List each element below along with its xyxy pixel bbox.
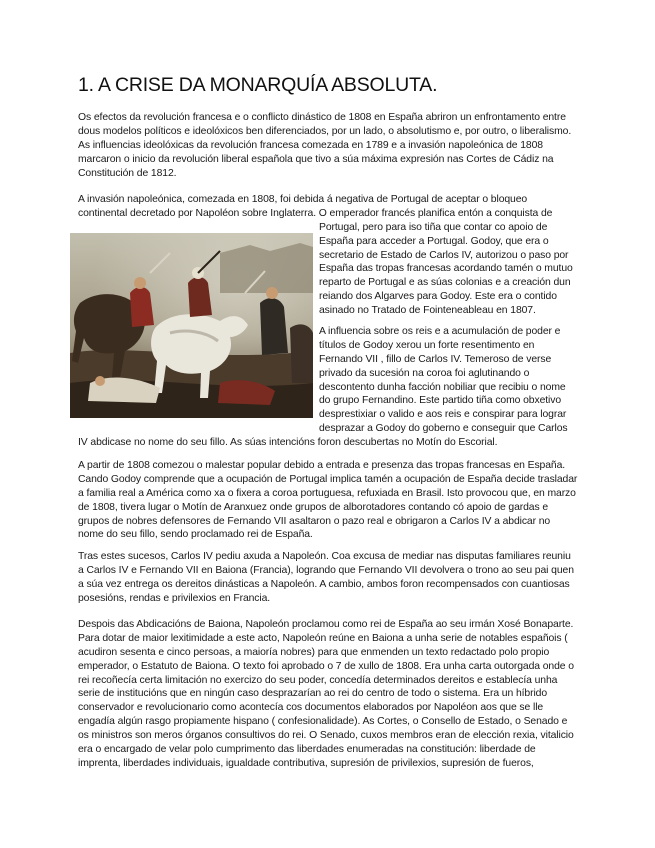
text-line: dous modelos políticos e ideolóxicos ben diferenciados, por un lado, o absolutismo e, por outro, o liberalismo.	[78, 125, 572, 137]
paragraph-6	[78, 618, 578, 771]
text-line: As influencias ideolóxicas da revolución francesa comezada en 1789 e a invasión napoleónica de 1808	[78, 139, 543, 151]
text-line: A invasión napoleónica, comezada en 1808, foi debida á negativa de Portugal de aceptar o bloqueo	[78, 194, 528, 205]
text-line: España das tropas francesas acordando tamén o mutuo	[319, 263, 573, 275]
text-line: imprenta, liberdades individuais, igualdade contributiva, supresión de privilexios, supresión de fueros,	[78, 757, 534, 769]
text-line: emperador, o Estatuto de Baiona. O texto foi aprobado o 7 de xullo de 1808. Era unha carta outorgada onde o	[78, 660, 574, 672]
text-line: marcaron o inicio da revolución liberal española que tivo a súa máxima expresión nas Cortes de Cádiz na	[78, 153, 554, 165]
text-line: acudiron sesenta e cinco persoas, a maioría nobres) para que enmenden un texto redactado polo propio	[78, 646, 550, 658]
text-line: Despois das Abdicacións de Baiona, Napoleón proclamou como rei de España ao seu irmán Xosé Bonaparte.	[78, 619, 574, 630]
figure-right	[260, 298, 288, 355]
text-line: secretario de Estado de Carlos IV, autorizou o paso por	[319, 249, 569, 261]
paragraph-4	[78, 459, 578, 542]
text-line: Os efectos da revolución francesa e o conflicto dinástico de 1808 en España abriron un enfrontamento entre	[78, 112, 566, 123]
buildings	[220, 243, 313, 293]
text-line: Portugal, pero para iso tiña que contar co apoio de	[319, 221, 548, 233]
text-line: títulos de Godoy xerou un forte resentimento en	[319, 339, 535, 351]
paragraph-1	[78, 111, 578, 180]
text-line: Cando Godoy comprende que a ocupación de Portugal implica tamén a ocupación de España decide trasladar	[78, 473, 578, 485]
text-line: nome do seu fillo, sendo proclamado rei de España.	[78, 529, 313, 541]
text-line: posesións, rendas e privilexios en Francia.	[78, 592, 271, 604]
text-line: a familia real a América como xa o fixera a coroa portuguesa, refuxiada en Brasil. Isto provocou que, en marzo	[78, 487, 576, 499]
text-line: a Carlos IV e Fernando VII en Baiona (Francia), logrando que Fernando VII devolvera o trono ao seu pai quen	[78, 564, 574, 576]
text-line: reiando dos Algarves para Godoy. Este era o contido	[319, 291, 557, 303]
text-line: reparto de Portugal e as súas colonias e a creación dun	[319, 277, 571, 289]
text-line: a súa vez entrega os dereitos dinásticas a Napoleón. A cambio, ambos foron recompensados con cuantiosas	[78, 578, 570, 590]
text-line: descontento dunha facción nobiliar que recibiu o nome	[319, 381, 566, 393]
text-line: engadía algún rasgo propiamente hispano ( confesionalidade). As Cortes, o Consello de Estado, o Senado e	[78, 716, 568, 728]
text-line: grupos de nobres defensores de Fernando VII asaltaron o pazo real e obrigaron a Carlos IV a abdicar no	[78, 515, 551, 527]
text-line: A influencia sobre os reis e a acumulación de poder e	[319, 326, 561, 337]
text-line: continental decretado por Napoléon sobre Inglaterra. O emperador francés planifica entón a conquista de	[78, 207, 553, 219]
text-line: A partir de 1808 comezou o malestar popular debido a entrada e presenza das tropas francesas en España.	[78, 460, 566, 471]
text-line: Fernando VII , fillo de Carlos IV. Temeroso de verse	[319, 353, 552, 365]
text-line: Para dotar de maior lexitimidade a este acto, Napoleón reúne en Baiona a unha serie de notables españois (	[78, 632, 568, 644]
text-line: do grupo Fernandino. Este partido tiña como obxetivo	[319, 395, 562, 407]
text-line: rei recoñecía certa limitación no exercizo do seu poder, concedía determinados dereitos e establecía unha	[78, 674, 558, 686]
text-line: Tras estes sucesos, Carlos IV pediu axuda a Napoleón. Coa excusa de mediar nas disputas familiares reuniu	[78, 551, 571, 562]
text-line: Constitución de 1812.	[78, 167, 177, 179]
text-line: era o encargado de velar polo cumprimento das liberdades enumeradas na constitución: liberdade de	[78, 744, 536, 756]
text-line: serie de institucións que en ningún caso desprazarían ao rei do centro de todo o sistema. Era un híbrido	[78, 688, 548, 700]
page-title: 1. A CRISE DA MONARQUÍA ABSOLUTA.	[78, 74, 438, 96]
text-line: desprazar a Godoy do goberno e conseguir que Carlos	[319, 423, 568, 435]
painting-illustration	[70, 233, 313, 418]
text-line: España para acceder a Portugal. Godoy, que era o	[319, 235, 549, 247]
text-line: asinado no Tratado de Fointeneableau en 1807.	[319, 305, 536, 317]
text-line: IV abdicase no nome do seu fillo. As súas intencións foron descubertas no Motín do Escorial.	[78, 437, 498, 449]
text-line: privado da sucesión na coroa foi aglutinando o	[319, 367, 530, 379]
text-line: conservador e revolucionario como acontecía cos documentos elaborados por Napoléon aos que se lle	[78, 702, 544, 714]
text-line: os ministros son meros órganos consultivos do rei. O Senado, cuxos membros eran de elección rexia, vitalicio	[78, 730, 574, 742]
text-line: desprestixiar o valido e aos reis e conspirar para lograr	[319, 409, 567, 421]
paragraph-5	[78, 550, 578, 606]
painting-image	[70, 233, 313, 418]
text-line: de 1808, tivera lugar o Motín de Aranxuez onde grupos de alborotadores contando có apoio de gardas e	[78, 501, 549, 513]
